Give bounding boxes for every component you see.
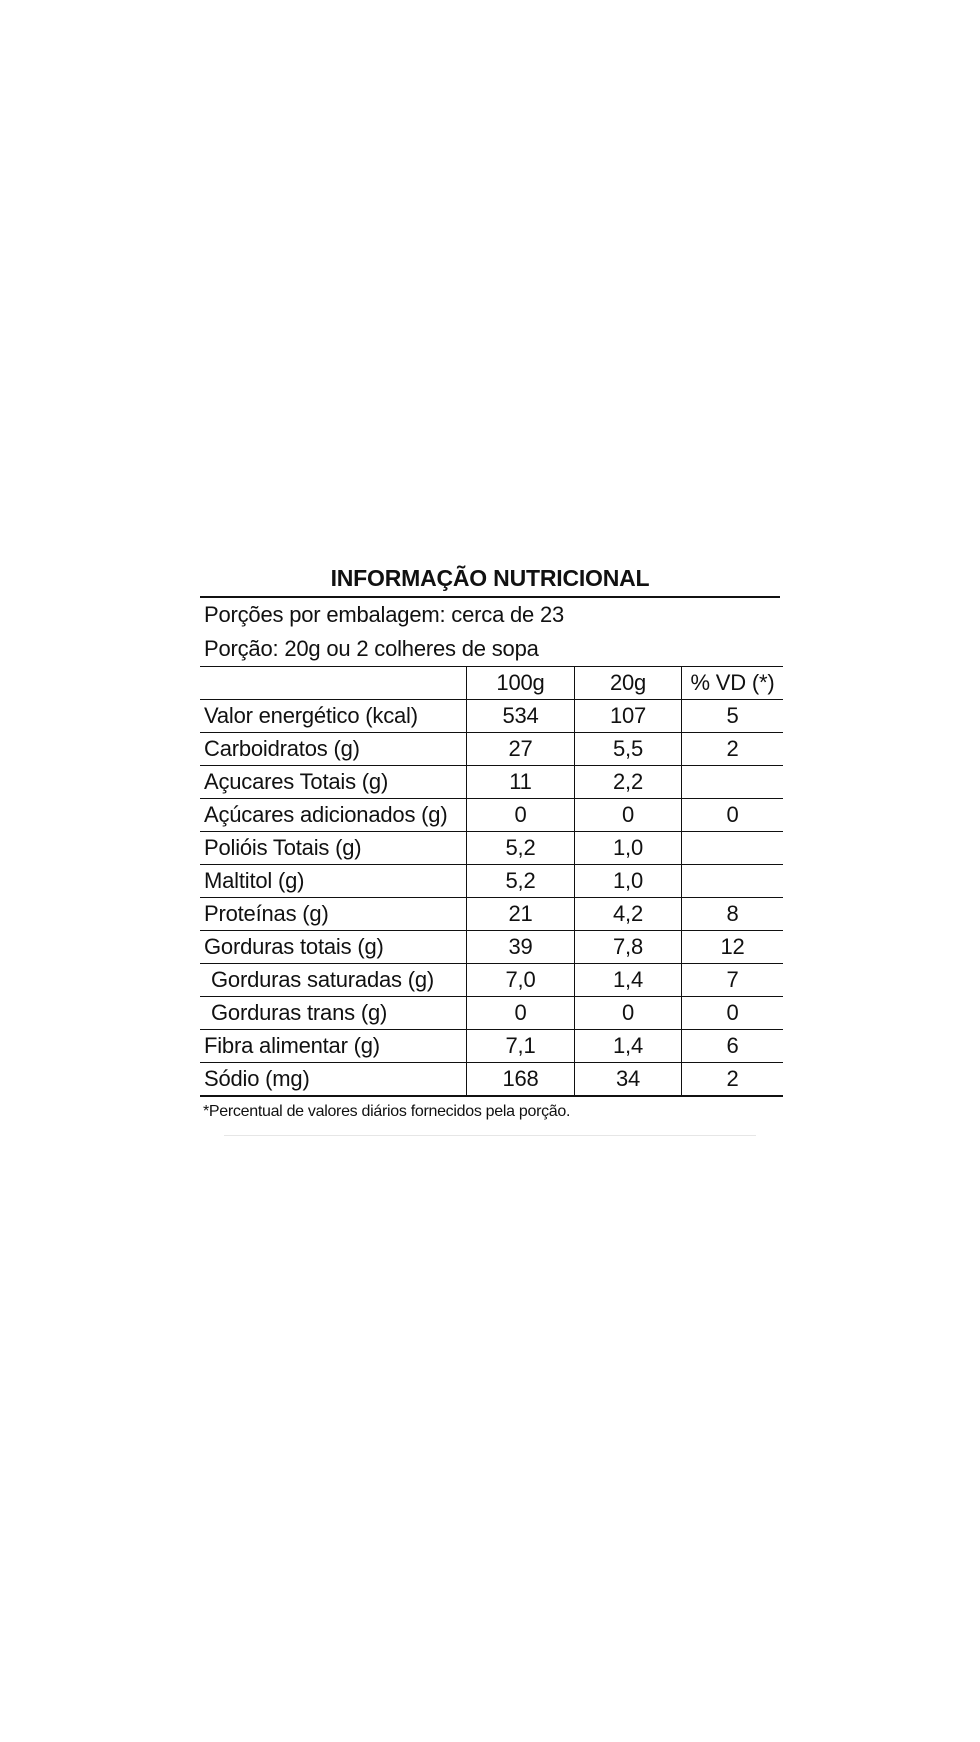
nutrient-name: Gorduras totais (g) xyxy=(200,931,467,964)
nutrient-name: Proteínas (g) xyxy=(200,898,467,931)
table-row xyxy=(200,700,783,733)
value-per-20g: 4,2 xyxy=(575,898,682,931)
value-per-20g: 2,2 xyxy=(575,766,682,799)
column-header-100g: 100g xyxy=(467,667,575,700)
table-row xyxy=(200,898,783,931)
serving-size: Porção: 20g ou 2 colheres de sopa xyxy=(204,636,539,661)
value-per-20g: 1,4 xyxy=(575,1030,682,1063)
table-row xyxy=(200,1063,783,1097)
value-per-100g: 7,0 xyxy=(467,964,575,997)
value-vd xyxy=(682,766,784,799)
value-vd: 2 xyxy=(682,733,784,766)
nutrient-name: Fibra alimentar (g) xyxy=(200,1030,467,1063)
value-per-20g: 1,4 xyxy=(575,964,682,997)
nutrient-name: Açúcares adicionados (g) xyxy=(200,799,467,832)
nutrient-name: Valor energético (kcal) xyxy=(200,700,467,733)
nutrient-name: Sódio (mg) xyxy=(200,1063,467,1097)
value-per-20g: 34 xyxy=(575,1063,682,1097)
column-header-20g: 20g xyxy=(575,667,682,700)
table-row xyxy=(200,766,783,799)
table-row xyxy=(200,865,783,898)
value-per-100g: 5,2 xyxy=(467,832,575,865)
table-row xyxy=(200,733,783,766)
nutrition-table xyxy=(200,666,783,1097)
divider xyxy=(224,1135,756,1136)
value-per-20g: 1,0 xyxy=(575,832,682,865)
value-per-20g: 107 xyxy=(575,700,682,733)
value-per-100g: 534 xyxy=(467,700,575,733)
table-row xyxy=(200,931,783,964)
value-vd: 8 xyxy=(682,898,784,931)
footnote: *Percentual de valores diários fornecidos pela porção. xyxy=(203,1103,571,1120)
value-per-100g: 0 xyxy=(467,997,575,1030)
table-row xyxy=(200,1030,783,1063)
table-row xyxy=(200,997,783,1030)
value-vd: 0 xyxy=(682,799,784,832)
value-vd: 2 xyxy=(682,1063,784,1097)
value-vd: 6 xyxy=(682,1030,784,1063)
value-per-20g: 5,5 xyxy=(575,733,682,766)
value-vd: 7 xyxy=(682,964,784,997)
servings-per-package: Porções por embalagem: cerca de 23 xyxy=(204,602,565,627)
value-vd: 5 xyxy=(682,700,784,733)
value-per-100g: 7,1 xyxy=(467,1030,575,1063)
nutrition-facts-label xyxy=(200,560,780,1136)
column-header-nutrient xyxy=(200,667,467,700)
value-per-100g: 168 xyxy=(467,1063,575,1097)
value-per-20g: 0 xyxy=(575,997,682,1030)
column-header-vd: % VD (*) xyxy=(682,667,784,700)
table-row xyxy=(200,832,783,865)
table-row xyxy=(200,964,783,997)
value-per-20g: 1,0 xyxy=(575,865,682,898)
value-per-100g: 5,2 xyxy=(467,865,575,898)
table-row xyxy=(200,799,783,832)
value-per-100g: 39 xyxy=(467,931,575,964)
label-title: INFORMAÇÃO NUTRICIONAL xyxy=(200,560,780,598)
value-vd: 12 xyxy=(682,931,784,964)
value-per-100g: 27 xyxy=(467,733,575,766)
nutrient-name: Gorduras trans (g) xyxy=(200,997,467,1030)
value-per-20g: 0 xyxy=(575,799,682,832)
value-per-100g: 21 xyxy=(467,898,575,931)
value-vd: 0 xyxy=(682,997,784,1030)
value-vd xyxy=(682,832,784,865)
value-per-100g: 11 xyxy=(467,766,575,799)
value-per-100g: 0 xyxy=(467,799,575,832)
nutrient-name: Carboidratos (g) xyxy=(200,733,467,766)
nutrient-name: Polióis Totais (g) xyxy=(200,832,467,865)
table-header-row xyxy=(200,667,783,700)
nutrient-name: Gorduras saturadas (g) xyxy=(200,964,467,997)
value-per-20g: 7,8 xyxy=(575,931,682,964)
value-vd xyxy=(682,865,784,898)
nutrient-name: Açucares Totais (g) xyxy=(200,766,467,799)
nutrient-name: Maltitol (g) xyxy=(200,865,467,898)
